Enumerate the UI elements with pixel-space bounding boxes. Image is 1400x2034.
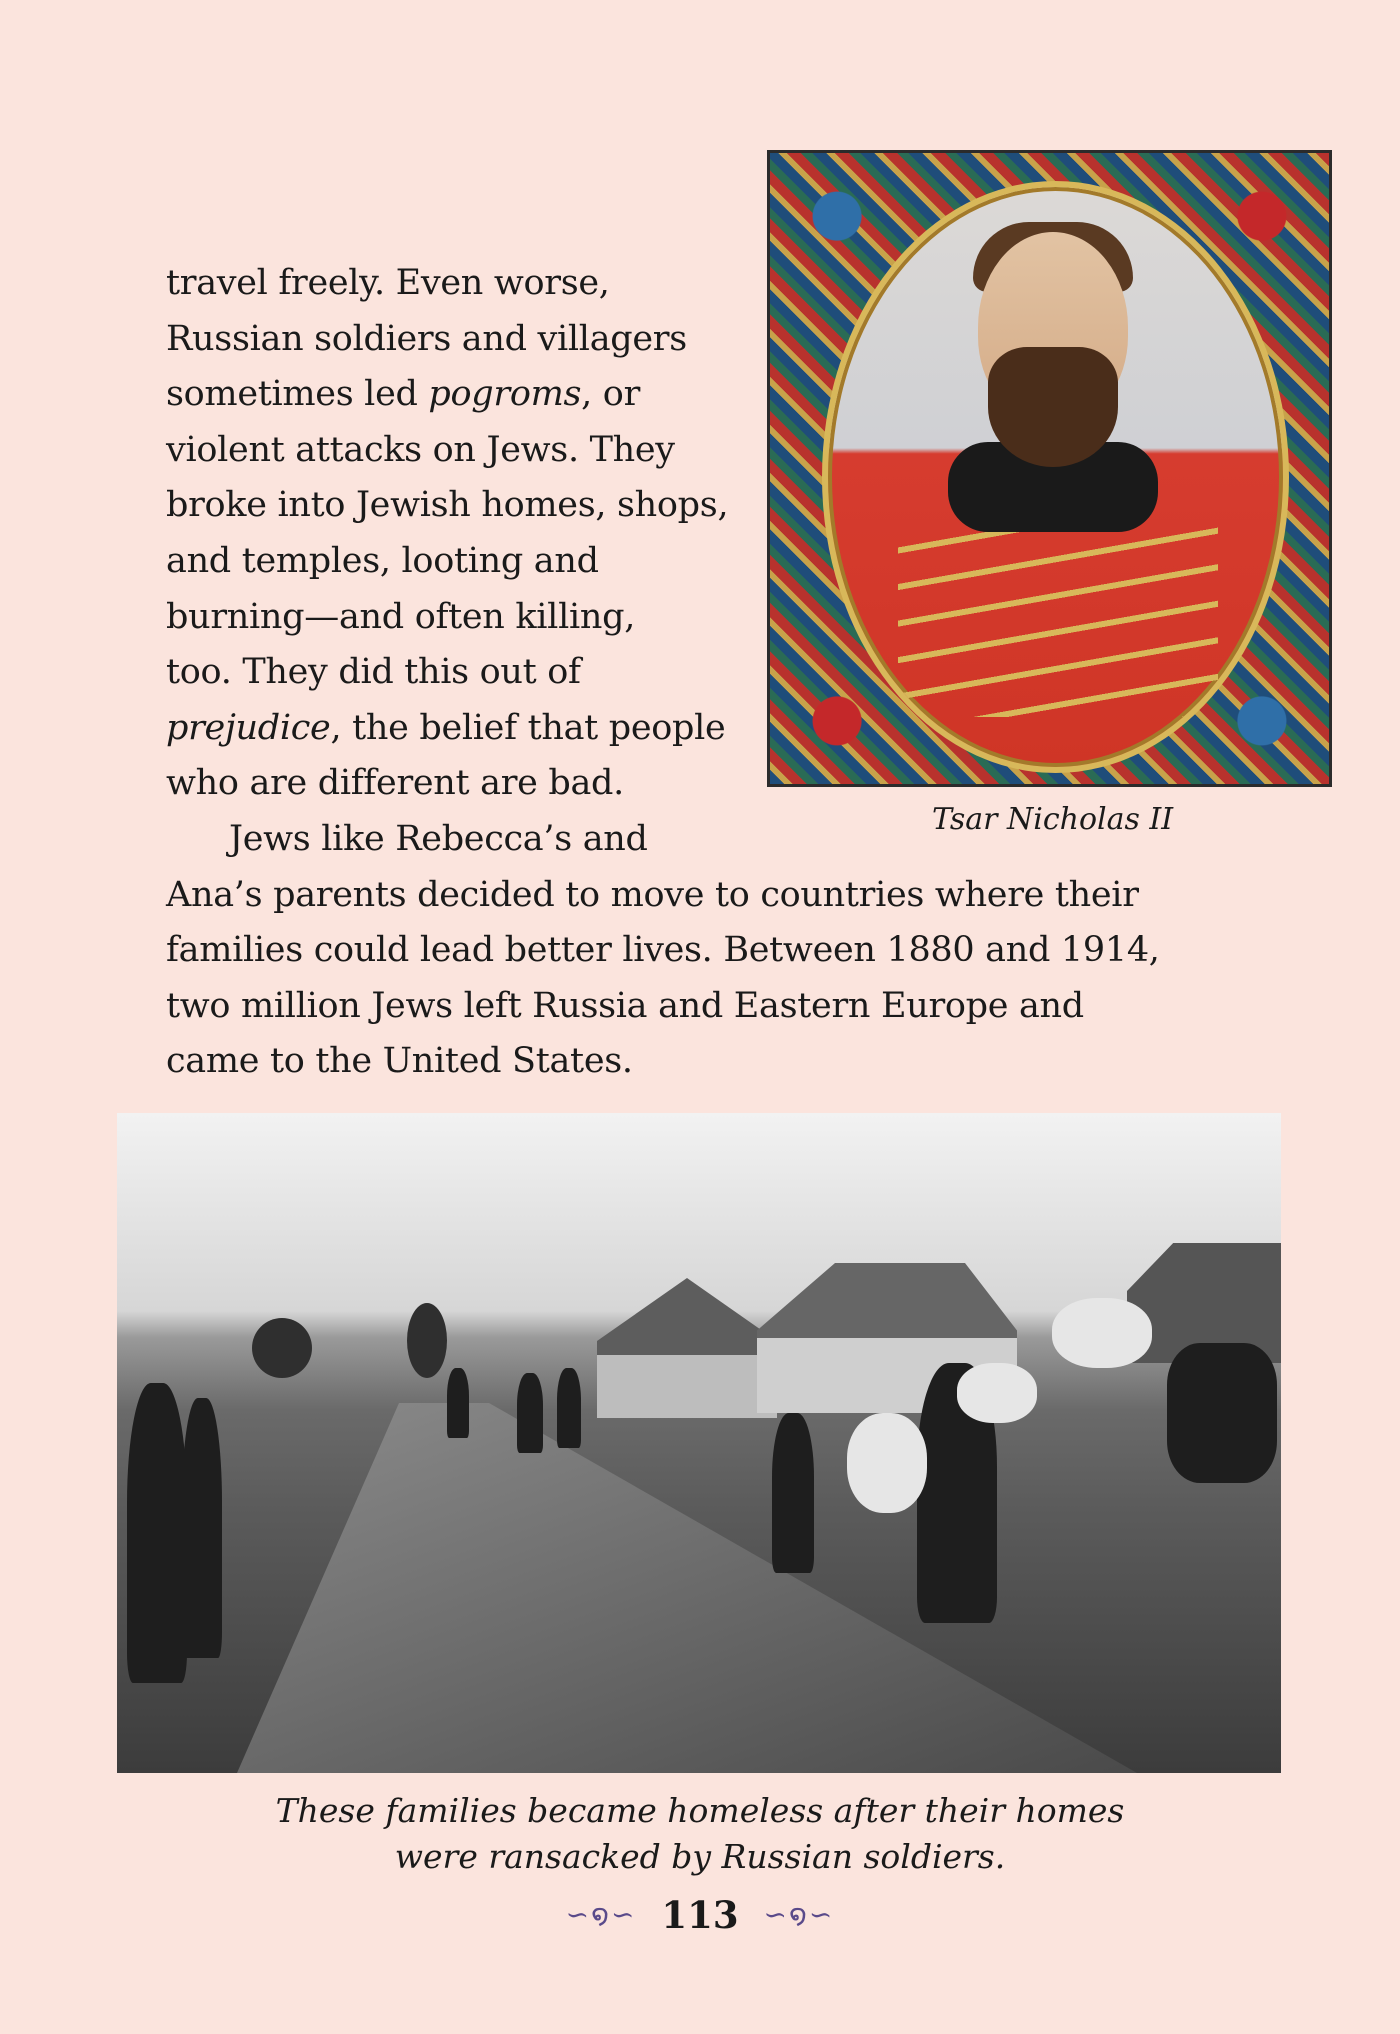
tree xyxy=(252,1318,312,1378)
photo-caption xyxy=(0,1788,1400,1880)
text-line: broke into Jewish homes, shops, xyxy=(166,485,729,526)
text-line: families could lead better lives. Between 1880 and 1914, xyxy=(166,930,1160,971)
text-line: prejudice, the belief that people xyxy=(166,707,726,748)
right-ornament-icon: ∽໑∽ xyxy=(763,1898,835,1931)
photo-caption-line: These families became homeless after their homes xyxy=(275,1791,1125,1830)
text-line: Russian soldiers and villagers xyxy=(166,318,687,359)
page-number: 113 xyxy=(661,1893,739,1937)
page-footer xyxy=(0,1893,1400,1937)
bundle xyxy=(847,1413,927,1513)
text-line: burning—and often killing, xyxy=(166,596,636,637)
person xyxy=(182,1398,222,1658)
bundle xyxy=(1052,1298,1152,1368)
text-line: violent attacks on Jews. They xyxy=(166,429,675,470)
dirt-road xyxy=(237,1403,1137,1773)
person xyxy=(557,1368,581,1448)
tsar-portrait-image xyxy=(767,150,1332,787)
text-line: came to the United States. xyxy=(166,1041,633,1082)
text-line: sometimes led pogroms, or xyxy=(166,374,641,415)
text-line: two million Jews left Russia and Eastern Europe and xyxy=(166,985,1084,1026)
tree xyxy=(407,1303,447,1378)
person xyxy=(772,1413,814,1573)
beard xyxy=(988,347,1118,467)
person xyxy=(517,1373,543,1453)
person xyxy=(447,1368,469,1438)
thatched-house xyxy=(597,1278,777,1418)
photo-caption-line: were ransacked by Russian soldiers. xyxy=(394,1837,1006,1876)
refugees-photo xyxy=(117,1113,1281,1773)
person xyxy=(127,1383,187,1683)
bundle xyxy=(957,1363,1037,1423)
term-prejudice: prejudice xyxy=(166,707,331,748)
portrait-oval xyxy=(822,181,1289,773)
text-line: and temples, looting and xyxy=(166,540,599,581)
uniform-braid xyxy=(898,517,1218,717)
portrait-caption: Tsar Nicholas II xyxy=(932,802,1174,837)
left-ornament-icon: ∽໑∽ xyxy=(565,1898,637,1931)
term-pogroms: pogroms xyxy=(428,374,582,415)
horse xyxy=(1167,1343,1277,1483)
text-line: too. They did this out of xyxy=(166,652,581,693)
text-line: travel freely. Even worse, xyxy=(166,263,610,303)
text-line: Ana’s parents decided to move to countries where their xyxy=(166,874,1139,915)
text-line: Jews like Rebecca’s and xyxy=(229,818,648,859)
text-line: who are different are bad. xyxy=(166,763,624,804)
